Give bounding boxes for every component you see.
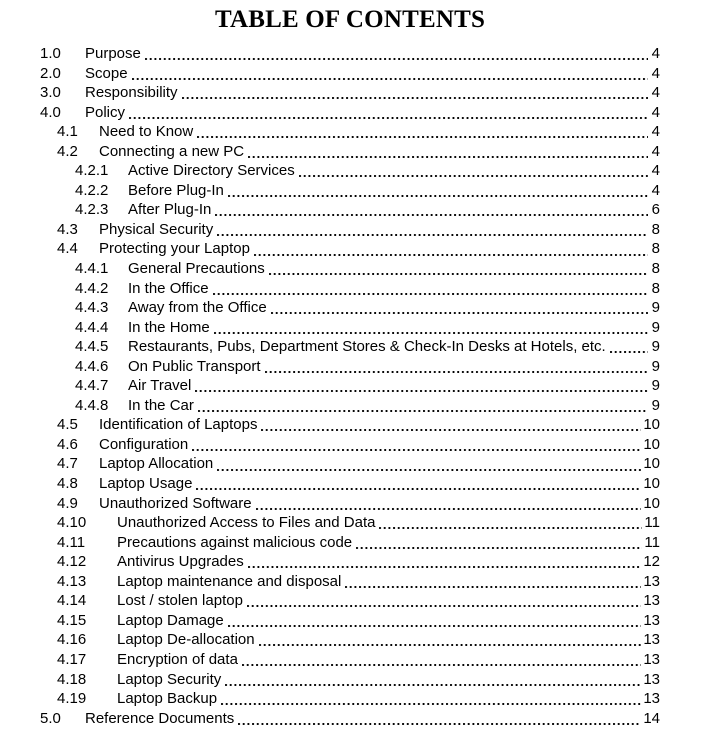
toc-entry-label: In the Office (128, 279, 209, 297)
dot-leader (195, 376, 648, 396)
toc-entry-number: 4.13 (57, 572, 87, 590)
toc-entry-page: 8 (651, 220, 660, 238)
toc-entry-label: Laptop De-allocation (117, 631, 255, 649)
toc-entry[interactable] (40, 259, 660, 279)
toc-entry-page: 4 (651, 64, 660, 82)
toc-entry-label: Identification of Laptops (99, 416, 258, 434)
toc-entry-number: 4.10 (57, 514, 87, 532)
toc-entry-number: 2.0 (40, 64, 61, 82)
dot-leader (196, 474, 641, 494)
toc-entry[interactable] (40, 670, 660, 690)
dot-leader (271, 298, 648, 318)
toc-entry[interactable] (40, 337, 660, 357)
toc-entry[interactable] (40, 279, 660, 299)
toc-entry[interactable] (40, 396, 660, 416)
toc-entry-page: 10 (643, 455, 660, 473)
toc-entry-number: 4.4.5 (75, 338, 109, 356)
toc-entry-page: 4 (651, 142, 660, 160)
toc-entry-label: Scope (85, 64, 128, 82)
toc-entry-page: 10 (643, 416, 660, 434)
toc-entry[interactable] (40, 318, 660, 338)
toc-entry-number: 4.4.1 (75, 260, 109, 278)
toc-entry[interactable] (40, 357, 660, 377)
toc-entry-label: Laptop Backup (117, 690, 218, 708)
toc-entry[interactable] (40, 689, 660, 709)
toc-entry-page: 12 (643, 553, 660, 571)
toc-entry-number: 4.4.2 (75, 279, 109, 297)
toc-entry-page: 9 (651, 338, 660, 356)
toc-entry-page: 10 (643, 475, 660, 493)
toc-entry[interactable] (40, 200, 660, 220)
dot-leader (299, 161, 648, 181)
toc-entry-page: 9 (651, 377, 660, 395)
toc-entry-number: 4.12 (57, 553, 87, 571)
toc-entry-page: 4 (651, 103, 660, 121)
toc-entry[interactable] (40, 552, 660, 572)
toc-entry-page: 10 (643, 494, 660, 512)
toc-entry[interactable] (40, 650, 660, 670)
toc-entry[interactable] (40, 83, 660, 103)
toc-entry-page: 8 (651, 240, 660, 258)
toc-entry-number: 4.16 (57, 631, 87, 649)
toc-entry-page: 13 (643, 670, 660, 688)
toc-entry-number: 5.0 (40, 709, 61, 727)
toc-entry-page: 6 (651, 201, 660, 219)
toc-entry-label: Policy (85, 103, 126, 121)
toc-entry-number: 4.0 (40, 103, 61, 121)
dot-leader (132, 64, 648, 84)
toc-entry-page: 9 (651, 299, 660, 317)
toc-entry-number: 4.2 (57, 142, 78, 160)
toc-entry[interactable] (40, 709, 660, 729)
toc-entry[interactable] (40, 454, 660, 474)
toc-entry-page: 13 (643, 572, 660, 590)
toc-entry[interactable] (40, 161, 660, 181)
toc-entry-number: 1.0 (40, 45, 61, 62)
dot-leader (221, 689, 641, 709)
toc-entry-label: After Plug-In (128, 201, 212, 219)
toc-entry-label: Unauthorized Software (99, 494, 252, 512)
toc-entry-number: 3.0 (40, 84, 61, 102)
toc-entry-page: 9 (651, 357, 660, 375)
dot-leader (610, 337, 648, 357)
dot-leader (217, 220, 648, 240)
toc-entry-number: 4.17 (57, 650, 87, 668)
dot-leader (213, 279, 648, 299)
dot-leader (259, 630, 642, 650)
toc-entry-label: Air Travel (128, 377, 192, 395)
toc-entry-page: 4 (651, 181, 660, 199)
dot-leader (265, 357, 648, 377)
toc-entry-label: Laptop Allocation (99, 455, 214, 473)
dot-leader (238, 709, 641, 729)
page-title: TABLE OF CONTENTS (214, 6, 486, 33)
dot-leader (248, 142, 648, 162)
toc-entry-number: 4.4.6 (75, 357, 109, 375)
toc-entry[interactable] (40, 513, 660, 533)
toc-entry[interactable] (40, 103, 660, 123)
toc-entry-number: 4.9 (57, 494, 78, 512)
toc-entry-page: 13 (643, 631, 660, 649)
dot-leader (228, 181, 648, 201)
toc-entry-number: 4.2.1 (75, 162, 109, 180)
dot-leader (217, 454, 641, 474)
toc-entry-number: 4.7 (57, 455, 78, 473)
dot-leader (198, 396, 648, 416)
toc-entry-number: 4.5 (57, 416, 78, 434)
toc-entry-label: Responsibility (85, 84, 178, 102)
toc-entry-label: In the Car (128, 396, 194, 414)
toc-entry[interactable] (40, 533, 660, 553)
toc-entry-label: Unauthorized Access to Files and Data (117, 514, 376, 532)
toc-entry[interactable] (40, 435, 660, 455)
toc-entry[interactable] (40, 220, 660, 240)
toc-entry-label: Restaurants, Pubs, Department Stores & Check-In Desks at Hotels, etc. (128, 338, 606, 356)
toc-entry-number: 4.4 (57, 240, 78, 258)
toc-entry-label: Protecting your Laptop (99, 240, 250, 258)
toc-entry-label: Laptop Security (117, 670, 222, 688)
toc-entry-label: General Precautions (128, 260, 265, 278)
toc-entry-number: 4.4.3 (75, 299, 109, 317)
dot-leader (145, 44, 648, 64)
toc-entry-label: Purpose (85, 45, 141, 62)
dot-leader (256, 494, 642, 514)
toc-entry-label: Reference Documents (85, 709, 235, 727)
toc-entry-page: 10 (643, 435, 660, 453)
toc-entry-number: 4.2.2 (75, 181, 109, 199)
toc-entry-number: 4.4.8 (75, 396, 109, 414)
toc-entry-page: 9 (651, 396, 660, 414)
toc-entry-label: Laptop Damage (117, 611, 224, 629)
toc-entry-page: 13 (643, 690, 660, 708)
toc-entry-number: 4.1 (57, 123, 78, 141)
toc-entry-number: 4.18 (57, 670, 87, 688)
toc-entry-page: 8 (651, 260, 660, 278)
toc-entry-page: 4 (651, 84, 660, 102)
toc-entry-label: Away from the Office (128, 299, 267, 317)
toc-entry-page: 13 (643, 611, 660, 629)
dot-leader (261, 415, 641, 435)
toc-entry-label: Lost / stolen laptop (117, 592, 243, 610)
dot-leader (225, 670, 641, 690)
dot-leader (228, 611, 642, 631)
toc-entry-label: Antivirus Upgrades (117, 553, 244, 571)
dot-leader (269, 259, 648, 279)
dot-leader (197, 122, 648, 142)
toc-entry-page: 13 (643, 592, 660, 610)
toc-entry-number: 4.19 (57, 690, 87, 708)
dot-leader (182, 83, 648, 103)
toc-entry[interactable] (40, 591, 660, 611)
toc-entry[interactable] (40, 142, 660, 162)
toc-entry[interactable] (40, 122, 660, 142)
toc-entry-number: 4.4.4 (75, 318, 109, 336)
toc-entry-label: Active Directory Services (128, 162, 295, 180)
dot-leader (248, 552, 642, 572)
toc-entry[interactable] (40, 44, 660, 64)
toc-entry[interactable] (40, 611, 660, 631)
toc-entry[interactable] (40, 239, 660, 259)
toc-entry[interactable] (40, 298, 660, 318)
toc-entry-page: 4 (651, 45, 660, 62)
toc-entry-label: Physical Security (99, 220, 214, 238)
toc-entry[interactable] (40, 630, 660, 650)
dot-leader (192, 435, 641, 455)
toc-entry-page: 13 (643, 650, 660, 668)
toc-entry[interactable] (40, 64, 660, 84)
toc-entry-number: 4.4.7 (75, 377, 109, 395)
toc-entry-page: 4 (651, 123, 660, 141)
toc-entry-label: On Public Transport (128, 357, 261, 375)
toc-entry-number: 4.3 (57, 220, 78, 238)
dot-leader (214, 318, 648, 338)
toc-entry-page: 14 (643, 709, 660, 727)
toc-entry-number: 4.14 (57, 592, 87, 610)
dot-leader (247, 591, 641, 611)
toc-entry[interactable] (40, 572, 660, 592)
toc-entry[interactable] (40, 415, 660, 435)
dot-leader (254, 239, 648, 259)
toc-entry-number: 4.8 (57, 475, 78, 493)
toc-entry-number: 4.11 (57, 533, 86, 551)
toc-entry[interactable] (40, 474, 660, 494)
toc-entry-label: Before Plug-In (128, 181, 224, 199)
dot-leader (129, 103, 648, 123)
dot-leader (379, 513, 642, 533)
toc-entry-label: In the Home (128, 318, 210, 336)
toc-entry[interactable] (40, 494, 660, 514)
toc-entry-label: Configuration (99, 435, 189, 453)
table-of-contents (40, 44, 660, 728)
dot-leader (215, 200, 648, 220)
toc-entry-label: Connecting a new PC (99, 142, 245, 160)
toc-entry[interactable] (40, 181, 660, 201)
toc-entry-page: 9 (651, 318, 660, 336)
toc-entry-page: 8 (651, 279, 660, 297)
dot-leader (345, 572, 641, 592)
dot-leader (242, 650, 641, 670)
toc-entry-label: Need to Know (99, 123, 194, 141)
toc-entry-page: 4 (651, 162, 660, 180)
toc-entry-label: Precautions against malicious code (117, 533, 353, 551)
toc-entry-number: 4.15 (57, 611, 87, 629)
toc-entry-page: 11 (644, 533, 660, 551)
dot-leader (356, 533, 642, 553)
toc-entry-label: Encryption of data (117, 650, 238, 668)
toc-entry-label: Laptop Usage (99, 475, 193, 493)
toc-entry-number: 4.2.3 (75, 201, 109, 219)
toc-entry-page: 11 (644, 514, 660, 532)
toc-entry-label: Laptop maintenance and disposal (117, 572, 342, 590)
toc-entry[interactable] (40, 376, 660, 396)
toc-entry-number: 4.6 (57, 435, 78, 453)
